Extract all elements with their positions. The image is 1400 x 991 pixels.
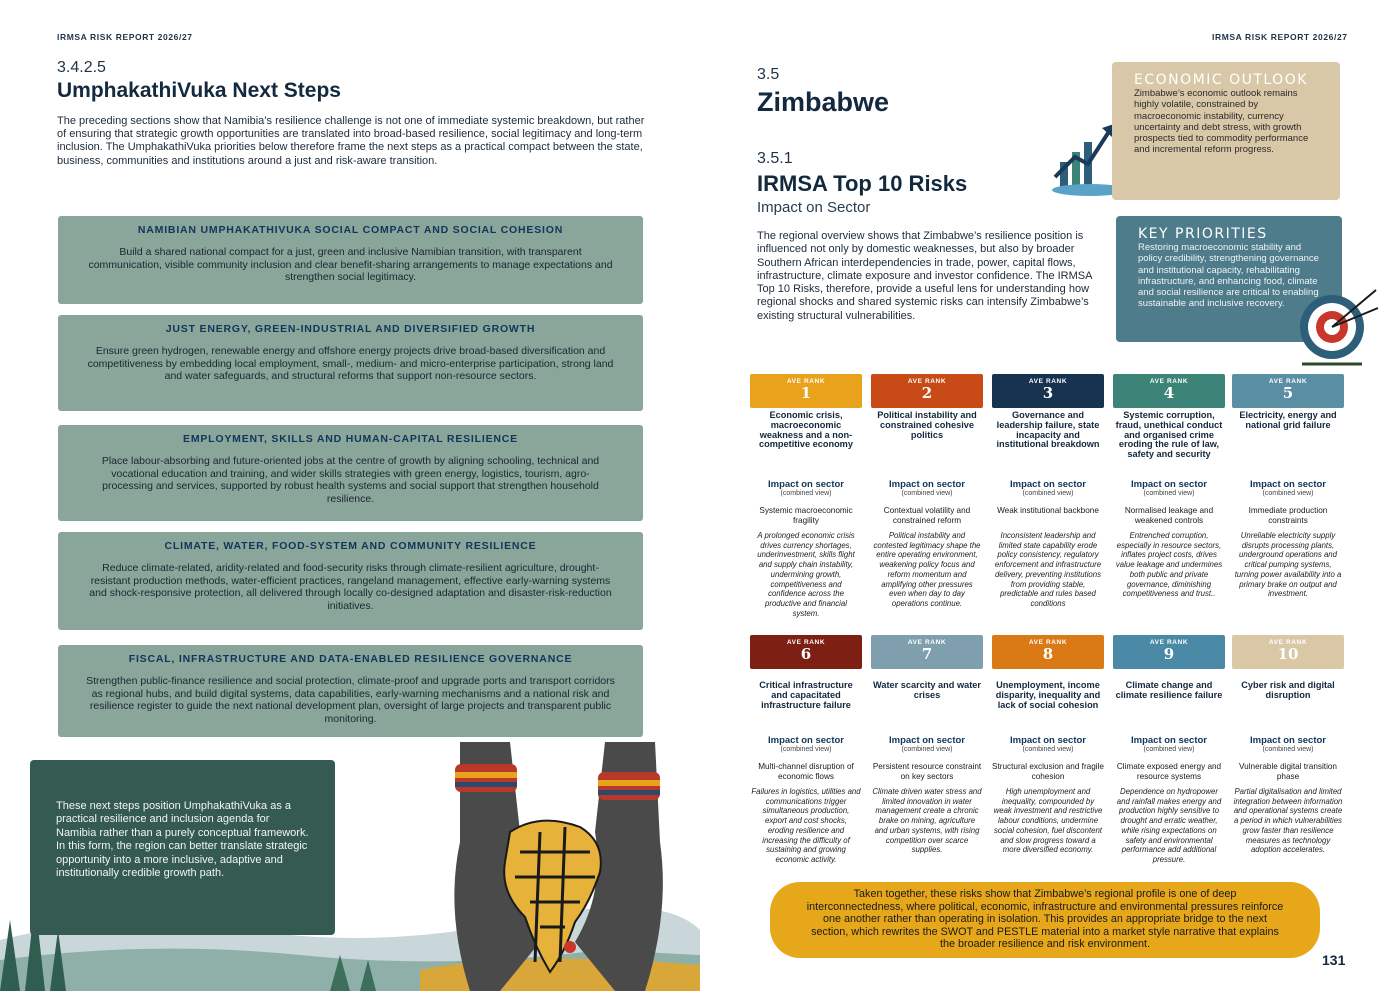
risk-card — [750, 635, 862, 865]
priority-band — [58, 645, 643, 737]
rank-badge — [1113, 635, 1225, 669]
impact-subheading: (combined view) — [1143, 746, 1195, 753]
impact-heading: Impact on sector — [1249, 735, 1327, 746]
rank-badge — [1113, 374, 1225, 408]
risk-title: Unemployment, income disparity, inequality and lack of social cohesion — [995, 680, 1101, 710]
sector-name: Systemic macroeconomic fragility — [759, 506, 853, 525]
sector-name: Normalised leakage and weakened controls — [1124, 506, 1214, 525]
band-body: Build a shared national compact for a just, green and inclusive Namibian transition, with transparent communication, visible community inclusion and clear benefit-sharing arrangements to manage expectations and strengthen social legitimacy. — [88, 246, 613, 284]
target-icon — [1292, 282, 1382, 372]
rank-badge — [750, 374, 862, 408]
section-number: 3.5 — [757, 66, 780, 83]
risk-card — [992, 374, 1104, 609]
page-title: UmphakathiVuka Next Steps — [57, 79, 341, 102]
rank-number: 10 — [1277, 645, 1299, 663]
economic-outlook-heading: ECONOMIC OUTLOOK — [1134, 72, 1308, 88]
key-priorities-body: Restoring macroeconomic stability and policy credibility, strengthening governance and institutional capacity, rehabilitating infrastructure, and enhancing food, climate and social resilience are critical to enabling sustainable and inclusive recovery. — [1138, 242, 1319, 310]
impact-heading: Impact on sector — [1009, 735, 1087, 746]
rank-badge — [992, 374, 1104, 408]
impact-subheading: (combined view) — [901, 490, 953, 497]
priority-band — [58, 532, 643, 630]
impact-subheading: (combined view) — [901, 746, 953, 753]
subsection-number: 3.5.1 — [757, 150, 793, 167]
impact-heading: Impact on sector — [1249, 479, 1327, 490]
priority-band — [58, 315, 643, 411]
economic-outlook-body: Zimbabwe’s economic outlook remains highly volatile, constrained by macroeconomic instability, currency uncertainty and debt stress, with growth prospects tied to commodity performance and incremental reform progress. — [1134, 88, 1309, 156]
closing-panel — [30, 760, 335, 935]
impact-heading: Impact on sector — [767, 735, 845, 746]
risk-card — [871, 374, 983, 609]
band-heading: NAMIBIAN UMPHAKATHIVUKA SOCIAL COMPACT AND SOCIAL COHESION — [137, 224, 564, 236]
impact-subheading: (combined view) — [1262, 746, 1314, 753]
rank-label: AVE RANK — [786, 639, 826, 646]
band-heading: EMPLOYMENT, SKILLS AND HUMAN-CAPITAL RESILIENCE — [183, 433, 518, 445]
sector-name: Immediate production constraints — [1248, 506, 1328, 525]
rank-badge — [871, 635, 983, 669]
impact-heading: Impact on sector — [1130, 735, 1208, 746]
running-head-left: IRMSA RISK REPORT 2026/27 — [57, 32, 193, 42]
hands-africa-illustration — [440, 742, 675, 991]
intro-paragraph: The regional overview shows that Zimbabwe’s resilience position is influenced not only by domestic weaknesses, but also by broader Southern African interdependencies in trade, power, capital flows, infrastructure, climate exposure and investor confidence. The IRMSA Top 10 Risks, therefore, provide a useful lens for understanding how regional shocks and shared systemic risks can intensify Zimbabwe’s existing structural vulnerabilities. — [757, 230, 1092, 322]
rank-label: AVE RANK — [786, 378, 826, 385]
rank-number: 9 — [1163, 645, 1175, 663]
band-heading: JUST ENERGY, GREEN-INDUSTRIAL AND DIVERSIFIED GROWTH — [165, 323, 536, 335]
rank-label: AVE RANK — [907, 639, 947, 646]
band-body: Reduce climate-related, aridity-related and food-security risks through climate-resilient agriculture, drought-resistant production methods, water-efficient practices, rangeland management, effective early-warning systems and shock-responsive protection, all delivered through locally co-designed adaptation and disaster-risk-reduction initiatives. — [89, 562, 612, 612]
country-title: Zimbabwe — [757, 87, 890, 117]
priority-band — [58, 425, 643, 521]
impact-heading: Impact on sector — [888, 735, 966, 746]
risk-card — [1232, 635, 1344, 855]
impact-subheading: (combined view) — [1022, 746, 1074, 753]
rank-number: 1 — [800, 384, 812, 402]
sector-description: High unemployment and inequality, compounded by weak investment and restrictive labour conditions, undermine social cohesion, fuel discontent and slow progress toward a more diversified economy. — [993, 787, 1103, 855]
sector-name: Weak institutional backbone — [997, 506, 1099, 515]
sector-description: Partial digitalisation and limited integration between information and operational systems create a period in which vulnerabilities grow faster than resilience measures as technology adoption accelerates. — [1233, 787, 1343, 855]
rank-label: AVE RANK — [1028, 378, 1068, 385]
rank-label: AVE RANK — [1149, 639, 1189, 646]
risk-card — [992, 635, 1104, 855]
rank-label: AVE RANK — [1268, 639, 1308, 646]
running-head-right: IRMSA RISK REPORT 2026/27 — [1212, 32, 1348, 42]
sector-description: Dependence on hydropower and rainfall makes energy and production highly sensitive to drought and erratic weather, while rising expectations on safety and environmental performance add additional pressure. — [1116, 787, 1222, 864]
closing-text: These next steps position UmphakathiVuka as a practical resilience and inclusion agenda for Namibia rather than a purely conceptual framework. In this form, the region can better translate strategic opportunity into a more inclusive, adaptive and institutionally credible growth path. — [56, 800, 309, 880]
risk-title: Water scarcity and water crises — [873, 680, 981, 700]
sector-name: Climate exposed energy and resource systems — [1116, 762, 1222, 781]
sector-description: A prolonged economic crisis drives currency shortages, underinvestment, skills flight and supply chain instability, undermining growth, competitiveness and confidence across the productive and financial system. — [757, 531, 855, 618]
key-priorities-heading: KEY PRIORITIES — [1138, 226, 1268, 242]
rank-number: 3 — [1042, 384, 1054, 402]
rank-label: AVE RANK — [1028, 639, 1068, 646]
risk-title: Electricity, energy and national grid failure — [1239, 410, 1337, 430]
impact-heading: Impact on sector — [888, 479, 966, 490]
sector-description: Unreliable electricity supply disrupts processing plants, underground operations and critical pumping systems, turning power availability into a primary brake on output and investment. — [1234, 531, 1342, 599]
risk-title: Climate change and climate resilience failure — [1115, 680, 1223, 700]
rank-number: 7 — [921, 645, 933, 663]
impact-subheading: (combined view) — [1022, 490, 1074, 497]
subsection-title: IRMSA Top 10 Risks — [757, 171, 968, 196]
sector-name: Vulnerable digital transition phase — [1238, 762, 1337, 781]
rank-badge — [1232, 635, 1344, 669]
intro-paragraph: The preceding sections show that Namibia’s resilience challenge is not one of immediate systemic breakdown, but rather of ensuring that strategic growth opportunities are translated into broad-based resilience, social legitimacy and long-term inclusion. The UmphakathiVuka priorities below therefore frame the next steps as a practical compact between the state, business, communities and institutions around a just and risk-aware transition. — [57, 115, 645, 167]
band-body: Place labour-absorbing and future-oriented jobs at the centre of growth by aligning schooling, technical and vocational education and training, and wider skills strategies with green energy, logistics, tourism, agro-processing and services, supported by robust health systems and social support that strengthen household resilience. — [101, 455, 600, 505]
rank-badge — [992, 635, 1104, 669]
risk-title: Systemic corruption, fraud, unethical conduct and organised crime eroding the rule of law, safety and security — [1115, 410, 1223, 460]
sector-name: Contextual volatility and constrained reform — [883, 506, 971, 525]
risk-card — [1113, 635, 1225, 865]
risk-card — [871, 635, 983, 855]
rank-number: 5 — [1282, 384, 1294, 402]
risk-title: Critical infrastructure and capacitated infrastructure failure — [759, 680, 853, 710]
economic-outlook-box — [1112, 62, 1340, 200]
sector-description: Inconsistent leadership and limited state capability erode policy consistency, regulatory enforcement and infrastructure delivery, preventing institutions from providing stable, predictable and rules based conditions — [994, 531, 1102, 608]
sector-description: Climate driven water stress and limited innovation in water management create a chronic brake on mining, agriculture and urban systems, with rising competition over scarce supplies. — [872, 787, 982, 855]
impact-subheading: (combined view) — [1143, 490, 1195, 497]
sector-name: Structural exclusion and fragile cohesion — [992, 762, 1104, 781]
band-body: Strengthen public-finance resilience and social protection, climate-proof and upgrade ports and transport corridors as regional hubs, and build digital systems, data capabilities, early-warning mechanisms and a national risk and resilience register to guide the next national development plan, oversight of large projects and transparent public monitoring. — [86, 675, 615, 725]
impact-heading: Impact on sector — [1130, 479, 1208, 490]
rank-badge — [1232, 374, 1344, 408]
impact-subheading: (combined view) — [1262, 490, 1314, 497]
rank-number: 8 — [1042, 645, 1054, 663]
closing-banner-text: Taken together, these risks show that Zimbabwe’s regional profile is one of deep interconnectedness, where political, economic, infrastructure and environmental pressures reinforce one another rather than operating in isolation. This provides an appropriate bridge to the next section, which rewrites the SWOT and PESTLE material into a market style narrative that explains the broader resilience and risk environment. — [806, 888, 1284, 951]
rank-number: 4 — [1163, 384, 1175, 402]
risk-card — [1232, 374, 1344, 599]
rank-badge — [871, 374, 983, 408]
band-heading: CLIMATE, WATER, FOOD-SYSTEM AND COMMUNITY RESILIENCE — [164, 540, 537, 552]
rank-number: 6 — [800, 645, 812, 663]
page-number: 131 — [1322, 952, 1346, 968]
closing-banner — [770, 882, 1320, 958]
sector-description: Failures in logistics, utilities and communications trigger simultaneous production, export and cost shocks, eroding resilience and increasing the difficulty of sustaining and growing economic activity. — [751, 787, 861, 864]
sector-description: Entrenched corruption, especially in resource sectors, inflates project costs, drives value leakage and undermines both public and private governance, diminishing competitiveness and trust.. — [1115, 531, 1223, 599]
band-heading: FISCAL, INFRASTRUCTURE AND DATA-ENABLED RESILIENCE GOVERNANCE — [128, 653, 573, 665]
risk-title: Economic crisis, macroeconomic weakness and a non-competitive economy — [759, 410, 853, 450]
rank-badge — [750, 635, 862, 669]
impact-subheading: (combined view) — [780, 490, 832, 497]
rank-label: AVE RANK — [1268, 378, 1308, 385]
rank-label: AVE RANK — [907, 378, 947, 385]
sector-name: Multi-channel disruption of economic flows — [758, 762, 854, 781]
risk-title: Governance and leadership failure, state incapacity and institutional breakdown — [996, 410, 1100, 450]
impact-heading: Impact on sector — [1009, 479, 1087, 490]
priority-band — [58, 216, 643, 304]
band-body: Ensure green hydrogen, renewable energy and offshore energy projects drive broad-based diversification and competitiveness by embedding local employment, small-, medium- and micro-enterprise participation, strong land and water safeguards, and structural reforms that support non-resource sectors. — [87, 345, 614, 383]
section-number: 3.4.2.5 — [57, 59, 106, 76]
sector-name: Persistent resource constraint on key sectors — [872, 762, 982, 781]
rank-number: 2 — [921, 384, 933, 402]
risk-card — [750, 374, 862, 618]
rank-label: AVE RANK — [1149, 378, 1189, 385]
impact-subheading: (combined view) — [780, 746, 832, 753]
impact-heading: Impact on sector — [767, 479, 845, 490]
risk-card — [1113, 374, 1225, 599]
risk-title: Political instability and constrained cohesive politics — [877, 410, 977, 440]
sector-description: Political instability and contested legitimacy shape the entire operating environment, weakening policy focus and reform momentum and amplifying other pressures even when day to day operations continue. — [873, 531, 981, 608]
risk-title: Cyber risk and digital disruption — [1241, 680, 1335, 700]
subsection-subtitle: Impact on Sector — [757, 199, 871, 216]
